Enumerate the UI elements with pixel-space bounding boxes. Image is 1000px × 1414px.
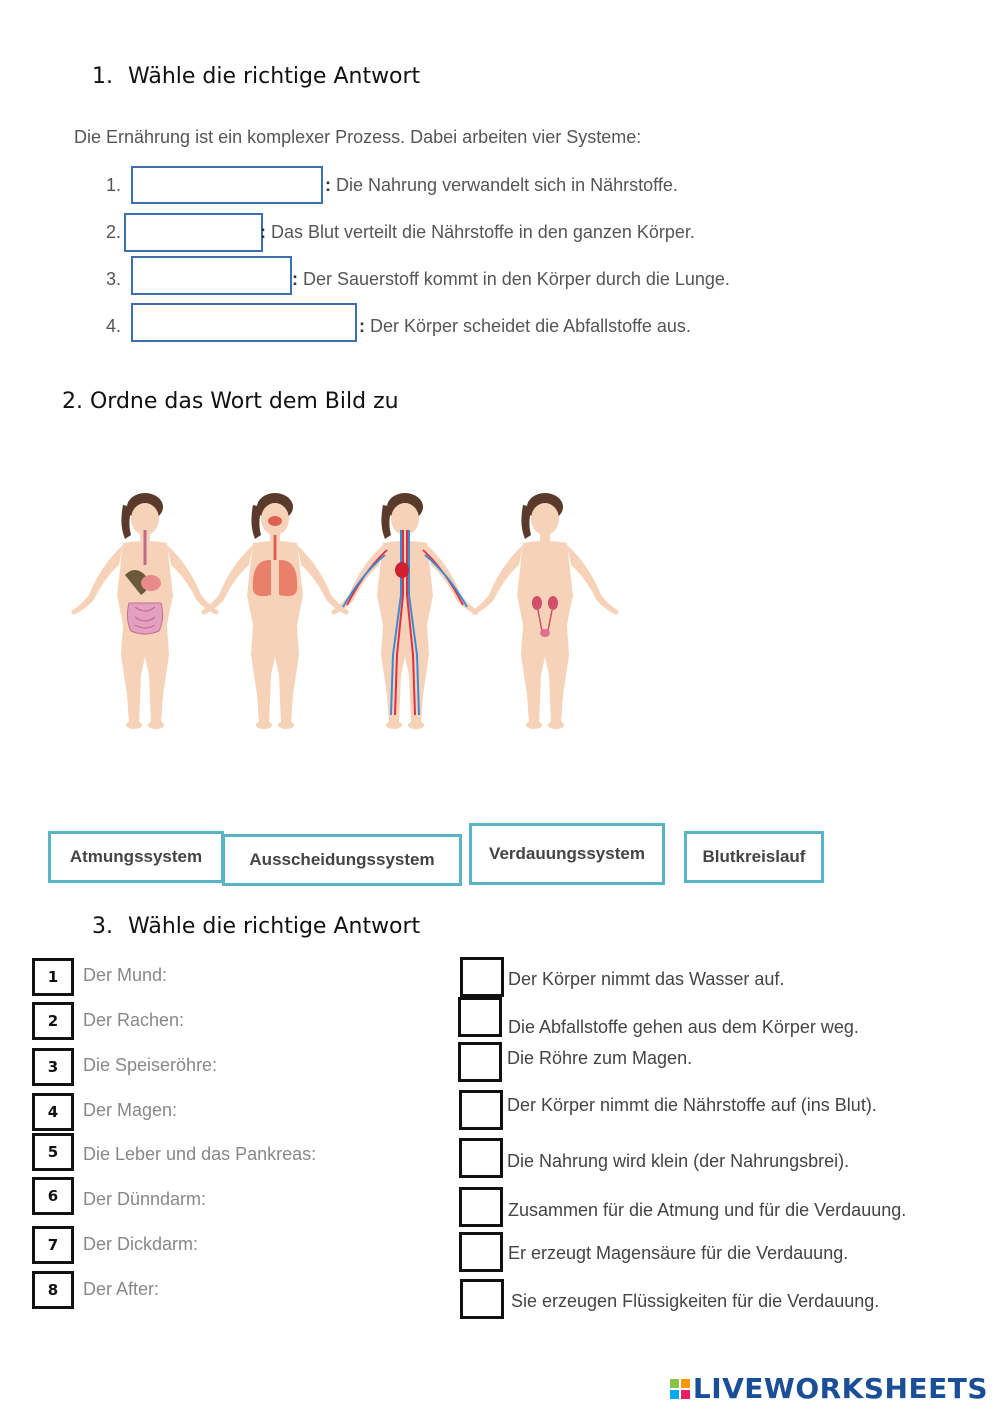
answer-box-8[interactable] [460, 1279, 504, 1319]
logo-icon [670, 1379, 690, 1399]
answer-box-2[interactable] [458, 997, 502, 1037]
definition-5: Die Nahrung wird klein (der Nahrungsbrei). [507, 1151, 850, 1171]
organ-number-8: 8 [32, 1271, 74, 1309]
section1-heading [92, 64, 420, 89]
answer-box-7[interactable] [459, 1232, 503, 1272]
definition-1: Der Körper nimmt das Wasser auf. [508, 969, 785, 989]
definition-4: Der Körper nimmt die Nährstoffe auf (ins Blut). [507, 1095, 877, 1115]
organ-label-5: Die Leber und das Pankreas: [83, 1144, 317, 1164]
figure-respiratory [201, 493, 349, 729]
section2-heading: 2. Ordne das Wort dem Bild zu [62, 389, 399, 414]
figure-digestive [71, 493, 219, 729]
item2-description: Das Blut verteilt die Nährstoffe in den ganzen Körper. [271, 222, 695, 242]
item1-number: 1. [106, 175, 122, 195]
section1-heading-number: 1. [92, 64, 113, 89]
answer-field-4[interactable] [131, 303, 357, 342]
definition-6: Zusammen für die Atmung und für die Verdauung. [508, 1200, 907, 1220]
item3-number: 3. [106, 269, 122, 289]
word-ausscheidungssystem[interactable]: Ausscheidungssystem [222, 834, 462, 886]
item3-text [292, 269, 730, 290]
item4-description: Der Körper scheidet die Abfallstoffe aus. [370, 316, 691, 336]
definition-2: Die Abfallstoffe gehen aus dem Körper weg. [508, 1017, 859, 1037]
organ-number-7: 7 [32, 1226, 74, 1264]
word-verdauungssystem[interactable]: Verdauungssystem [469, 823, 665, 885]
section1-heading-text: Wähle die richtige Antwort [128, 64, 421, 89]
organ-label-7: Der Dickdarm: [83, 1234, 199, 1254]
item1-colon: : [325, 175, 331, 195]
answer-field-1[interactable] [131, 166, 323, 204]
organ-number-2: 2 [32, 1002, 74, 1040]
liveworksheets-logo [670, 1372, 988, 1405]
answer-field-3[interactable] [131, 256, 292, 295]
word-atmungssystem[interactable]: Atmungssystem [48, 831, 224, 883]
organ-number-5: 5 [32, 1133, 74, 1171]
figure-excretory [471, 493, 619, 729]
answer-box-6[interactable] [459, 1187, 503, 1227]
section3-heading-number: 3. [92, 914, 113, 939]
definition-3: Die Röhre zum Magen. [507, 1048, 693, 1068]
definition-8: Sie erzeugen Flüssigkeiten für die Verdauung. [511, 1291, 880, 1311]
organ-label-3: Die Speiseröhre: [83, 1055, 218, 1075]
word-blutkreislauf[interactable]: Blutkreislauf [684, 831, 824, 883]
figure-circulatory [331, 493, 479, 729]
section1-intro: Die Ernährung ist ein komplexer Prozess. Dabei arbeiten vier Systeme: [74, 127, 642, 147]
section3-heading [92, 914, 420, 939]
definition-7: Er erzeugt Magensäure für die Verdauung. [508, 1243, 849, 1263]
item1-text [325, 175, 678, 196]
item4-colon: : [359, 316, 365, 336]
item4-number: 4. [106, 316, 122, 336]
item3-description: Der Sauerstoff kommt in den Körper durch die Lunge. [303, 269, 730, 289]
organ-label-8: Der After: [83, 1279, 160, 1299]
organ-label-6: Der Dünndarm: [83, 1189, 207, 1209]
organ-number-4: 4 [32, 1093, 74, 1131]
item1-description: Die Nahrung verwandelt sich in Nährstoffe. [336, 175, 678, 195]
organ-label-1: Der Mund: [83, 965, 168, 985]
answer-box-3[interactable] [458, 1042, 502, 1082]
organ-label-2: Der Rachen: [83, 1010, 185, 1030]
item4-text [359, 316, 691, 337]
body-systems-illustration [60, 490, 630, 730]
answer-box-1[interactable] [460, 957, 504, 997]
answer-field-2[interactable] [124, 213, 263, 252]
section3-heading-text: Wähle die richtige Antwort [128, 914, 421, 939]
answer-box-5[interactable] [459, 1138, 503, 1178]
item2-number: 2. [106, 222, 122, 242]
organ-label-4: Der Magen: [83, 1100, 178, 1120]
organ-number-1: 1 [32, 958, 74, 996]
item2-text [260, 222, 695, 243]
answer-box-4[interactable] [459, 1090, 503, 1130]
organ-number-6: 6 [32, 1177, 74, 1215]
organ-number-3: 3 [32, 1048, 74, 1086]
item3-colon: : [292, 269, 298, 289]
logo-text: LIVEWORKSHEETS [692, 1372, 988, 1405]
item2-colon: : [260, 222, 266, 242]
